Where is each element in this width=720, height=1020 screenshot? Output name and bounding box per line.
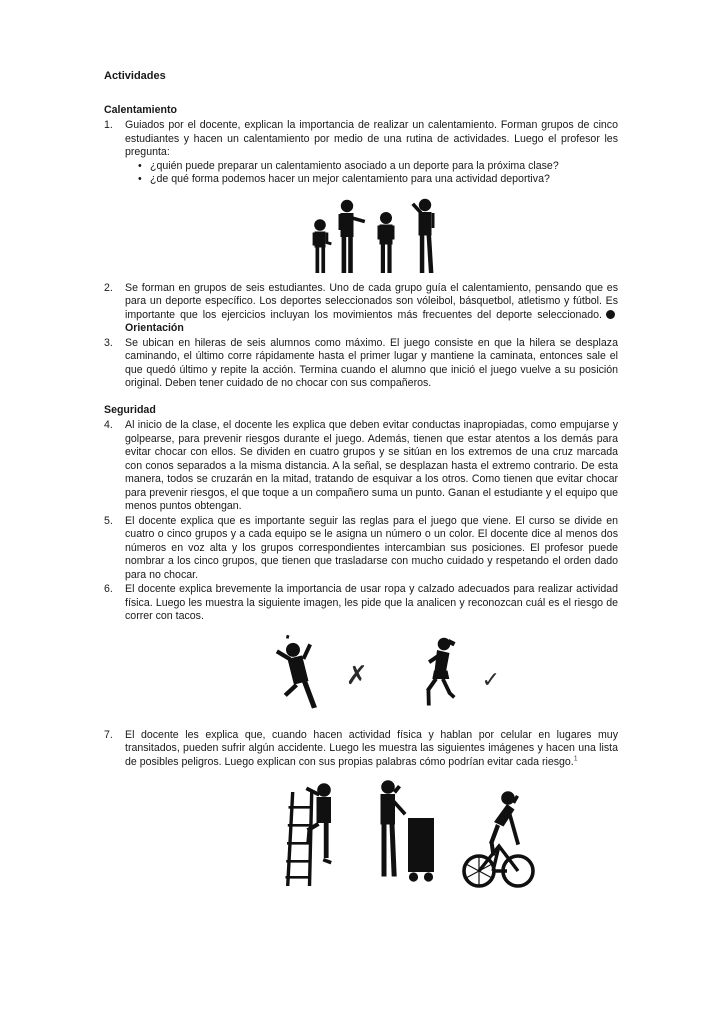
list-item-3 xyxy=(104,337,618,391)
figure-phone-risks xyxy=(278,774,536,892)
orientation-tag: Orientación xyxy=(125,322,184,334)
list-item-7 xyxy=(104,729,618,770)
item-text: El docente explica que es importante seguir las reglas para el juego que viene. El curso se divide en cuatro o cinco grupos y a cada equipo se le asigna un número o un color. El docente dice al menos dos números en voz alta y los grupos correspondientes intercambian sus posiciones. El profesor puede nombrar a los cinco grupos, que tienen que trasladarse con mucho cuidado y respetando el orden dado para no chocar. xyxy=(125,514,618,581)
section-heading-calentamiento: Calentamiento xyxy=(104,103,177,116)
ladder-climber-image xyxy=(278,774,344,892)
item-text: El docente les explica que, cuando hacen actividad física y hablan por celular en lugares muy transitados, pueden sufrir algún accidente. Luego les muestra las siguientes imágenes y hacen una lista de posibles peligros. Luego explican con sus propias palabras cómo podrían evitar cada riesgo. xyxy=(125,728,618,768)
incorrect-mark: ✗ xyxy=(345,660,368,691)
list-item-5 xyxy=(104,515,618,583)
figure-warmup-children xyxy=(305,194,455,276)
running-person-image xyxy=(416,633,468,725)
cart-pusher-image xyxy=(366,774,438,892)
footnote-marker: 1 xyxy=(573,754,578,762)
bullet-mark: • xyxy=(138,159,142,172)
item-text: Se ubican en hileras de seis alumnos como máximo. El juego consiste en que la hilera se desplaza caminando, el último corre rápidamente hasta el primer lugar y mantiene la caminata, entonces sale el que quedó último y repite la acción. Termina cuando el alumno que inició el juego vuelve a su posición original. Deben tener cuidado de no chocar con sus compañeros. xyxy=(125,336,618,389)
slipping-person-image xyxy=(270,633,332,725)
item-number: 7. xyxy=(104,728,113,741)
list-item-2 xyxy=(104,282,618,336)
section-heading-seguridad: Seguridad xyxy=(104,403,156,416)
item-text: Al inicio de la clase, el docente les explica que deben evitar conductas inapropiadas, como empujarse y golpearse, para prevenir riesgos durante el juego. Además, tienen que estar atentos a los demás para evitar chocar con ellos. Se dividen en cuatro grupos y se sitúan en los extremos de una cruz marcada con conos separados a la misma distancia. A la señal, se desplazan hasta el extremo contrario. De esta manera, todos se cruzarán en la mitad, tratando de esquivar a los otros. Como tienen que evitar chocar para prevenir riesgos, el que toque a un compañero suma un punto. Ganan el estudiante y el equipo que menos puntos obtengan. xyxy=(125,419,618,512)
item-number: 6. xyxy=(104,583,113,595)
figure-footwear-risk xyxy=(270,633,500,725)
bullet-mark: • xyxy=(138,173,142,185)
orientation-icon xyxy=(606,310,615,319)
item-text: Guiados por el docente, explican la importancia de realizar un calentamiento. Forman grupos de cinco estudiantes y hacen un calentamiento por medio de una rutina de actividades. Luego el profesor les pregunta: xyxy=(125,119,618,158)
item-text: El docente explica brevemente la importancia de usar ropa y calzado adecuados para realizar actividad física. Luego les muestra la siguiente imagen, les pide que la analicen y reconozcan cuál es el riesgo de correr con tacos. xyxy=(125,583,618,622)
bullet-item xyxy=(138,160,618,174)
item-number: 1. xyxy=(104,119,113,131)
cyclist-image xyxy=(460,774,536,892)
bullet-text: ¿de qué forma podemos hacer un mejor calentamiento para una actividad deportiva? xyxy=(150,173,550,185)
list-item-4 xyxy=(104,419,618,514)
correct-mark: ✓ xyxy=(481,667,501,693)
list-item-6 xyxy=(104,583,618,624)
page-title: Actividades xyxy=(104,70,166,82)
list-item-1 xyxy=(104,119,618,187)
page-content xyxy=(104,70,618,892)
four-children-silhouettes-image xyxy=(305,194,455,276)
item-number: 2. xyxy=(104,281,113,294)
item-number: 5. xyxy=(104,514,113,527)
item-number: 3. xyxy=(104,336,113,349)
item-number: 4. xyxy=(104,419,113,431)
item-text: Se forman en grupos de seis estudiantes. Uno de cada grupo guía el calentamiento, pensando que es para un deporte específico. Los deportes seleccionados son vóleibol, básquetbol, atletismo y fútbol. Es importante que los ejercicios incluyan los movimientos más frecuentes del deporte seleccionado. xyxy=(125,281,618,321)
bullet-item xyxy=(138,173,618,187)
bullet-text: ¿quién puede preparar un calentamiento asociado a un deporte para la próxima clase? xyxy=(150,159,559,172)
